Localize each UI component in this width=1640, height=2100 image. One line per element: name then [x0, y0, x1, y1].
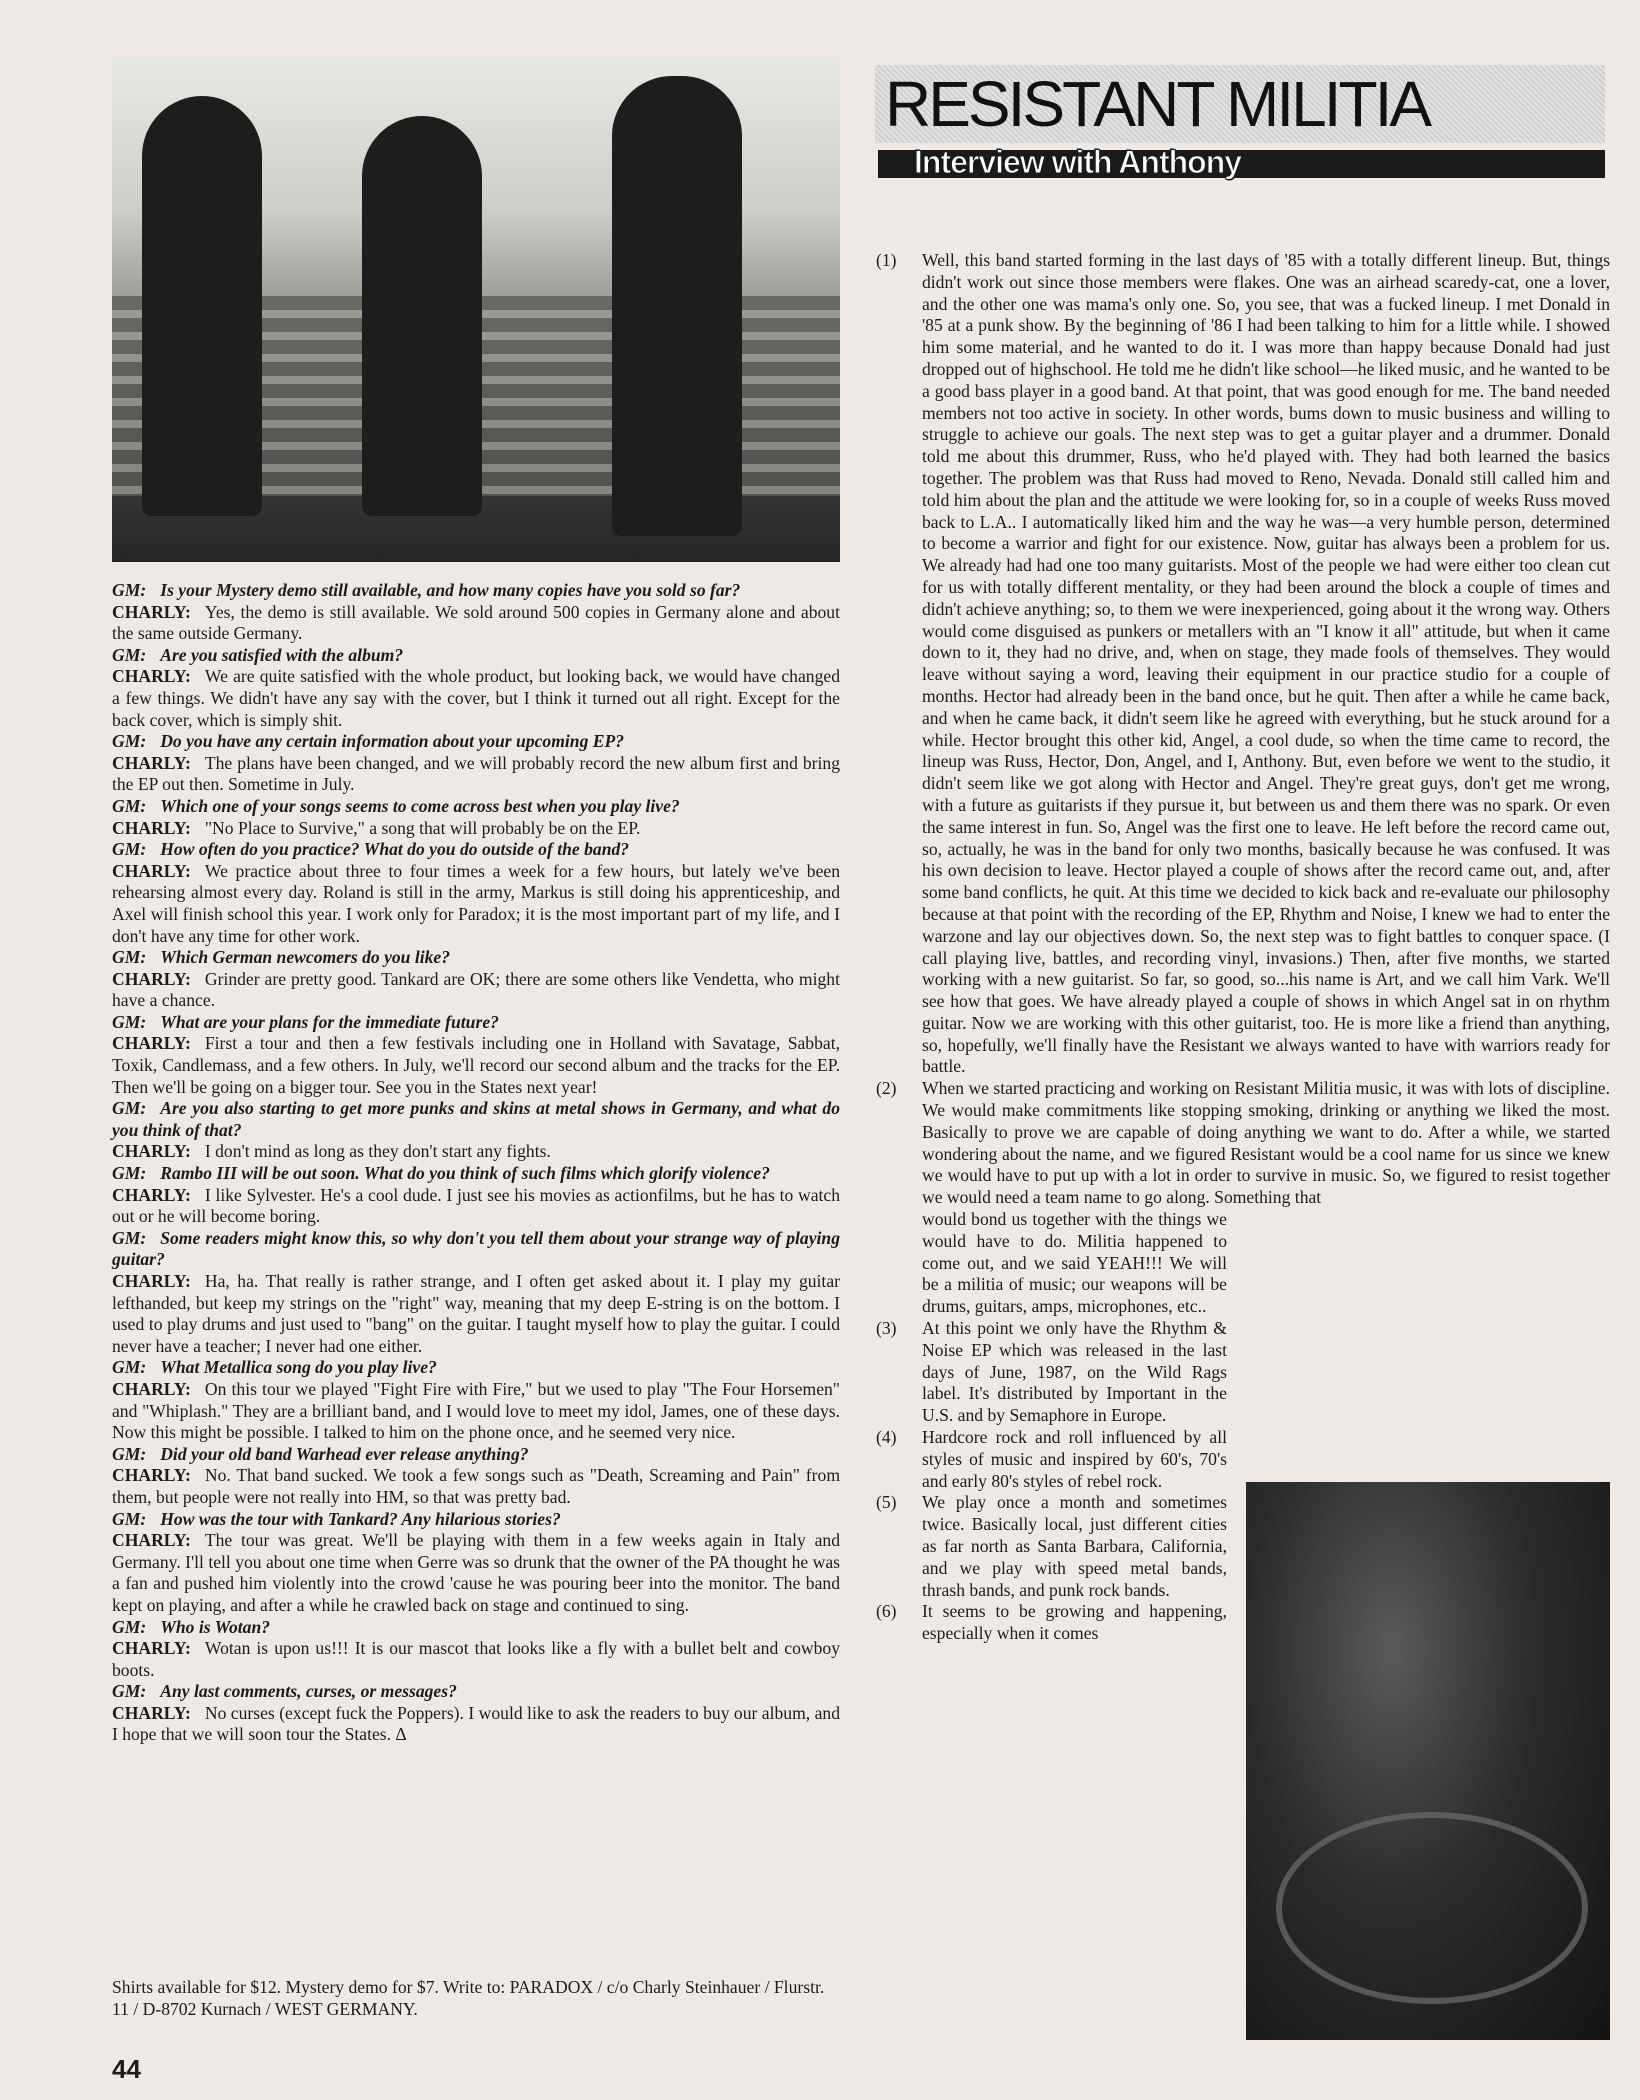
speaker: CHARLY: — [112, 666, 191, 687]
speaker: CHARLY: — [112, 1702, 191, 1723]
speaker: CHARLY: — [112, 1033, 191, 1054]
answer-number: (6) — [876, 1601, 897, 1622]
speaker: GM: — [112, 1616, 147, 1637]
answer-item — [876, 250, 1610, 1078]
answer-number: (1) — [876, 250, 897, 270]
speaker: GM: — [112, 1098, 147, 1119]
drum-kit-shape — [1276, 1812, 1588, 2004]
answer: The tour was great. We'll be playing with them in a few weeks again in Italy and Germany. I'll tell you about one time when Gerre was so drunk that the owner of the PA thought he was a fan and pushed him violently into the crowd 'cause he was pouring beer into the monitor. The band kept on playing, and after a while he crawled back on stage and continued to sing. — [112, 1530, 840, 1615]
speaker: GM: — [112, 1508, 147, 1529]
speaker: GM: — [112, 731, 147, 752]
speaker: GM: — [112, 947, 147, 968]
subtitle-bar — [878, 144, 1605, 180]
speaker: CHARLY: — [112, 817, 191, 838]
page-number: 44 — [112, 2054, 141, 2084]
speaker: GM: — [112, 839, 147, 860]
speaker: GM: — [112, 644, 147, 665]
answer: Yes, the demo is still available. We sold around 500 copies in Germany alone and about the same outside Germany. — [112, 601, 840, 644]
question: Are you satisfied with the album? — [160, 644, 404, 665]
answer: The plans have been changed, and we will probably record the new album first and bring the EP out then. Sometime in July. — [112, 752, 840, 795]
speaker: GM: — [112, 795, 147, 816]
drummer-photo — [1246, 1482, 1610, 2040]
speaker: CHARLY: — [112, 1271, 191, 1291]
question: Is your Mystery demo still available, and how many copies have you sold so far? — [160, 580, 741, 600]
speaker: GM: — [112, 1163, 147, 1184]
band-member-figure — [612, 76, 742, 536]
answer-number: (3) — [876, 1318, 897, 1339]
speaker: CHARLY: — [112, 1638, 191, 1659]
charly-interview-column — [112, 580, 840, 1789]
answer: I like Sylvester. He's a cool dude. I just see his movies as actionfilms, but he has to watch out or he will become boring. — [112, 1184, 840, 1227]
question: Which German newcomers do you like? — [160, 947, 451, 968]
speaker: GM: — [112, 1443, 147, 1464]
footer-note: Shirts available for $12. Mystery demo for $7. Write to: PARADOX / c/o Charly Steinhauer / Flurstr. 11 / D-8702 Kurnach / WEST GERMANY. — [112, 1977, 825, 2019]
speaker: CHARLY: — [112, 752, 191, 773]
band-photo — [112, 56, 840, 562]
speaker: GM: — [112, 1227, 147, 1248]
question: What Metallica song do you play live? — [160, 1357, 437, 1378]
speaker: GM: — [112, 580, 147, 600]
question: Did your old band Warhead ever release anything? — [160, 1443, 529, 1464]
answer-number: (5) — [876, 1492, 897, 1513]
question: What are your plans for the immediate future? — [160, 1011, 499, 1032]
answer-text: At this point we only have the Rhythm & Noise EP which was released in the last days of June, 1987, on the Wild Rags label. It's distributed by Important in the U.S. and by Semaphore in Europe. — [922, 1318, 1227, 1426]
answer: I don't mind as long as they don't start any fights. — [204, 1141, 551, 1162]
question: Any last comments, curses, or messages? — [160, 1681, 457, 1702]
question: Are you also starting to get more punks and skins at metal shows in Germany, and what do you think of that? — [112, 1098, 840, 1140]
question: Some readers might know this, so why don't you tell them about your strange way of playing guitar? — [112, 1227, 840, 1270]
speaker: CHARLY: — [112, 1378, 191, 1399]
answer: Ha, ha. That really is rather strange, and I often get asked about it. I play my guitar lefthanded, but keep my strings on the "right" way, meaning that my deep E-string is on the bottom. I used to play drums and just used to "bang" on the guitar. I taught myself how to play the guitar. I could never have a teacher; I never had one either. — [112, 1271, 840, 1356]
answer: No curses (except fuck the Poppers). I would like to ask the readers to buy our album, and I hope that we will soon tour the States. Δ — [112, 1702, 840, 1745]
article-title: RESISTANT MILITIA — [885, 68, 1430, 140]
answer-text: Hardcore rock and roll influenced by all styles of music and inspired by 60's, 70's and early 80's styles of rebel rock. — [922, 1427, 1227, 1491]
anthony-interview-column — [876, 250, 1610, 1645]
answer-text: When we started practicing and working on Resistant Militia music, it was with lots of discipline. We would make commitments like stopping smoking, drinking or anything we liked the most. Basically to prove we are capable of doing anything we want to do. After a while, we started wondering about the name, and we figured Resistant would be a cool name for us since we knew we would have to put up with a lot in order to survive in music. So, we figured to resist together we would need a team name to go along. Something that — [922, 1078, 1610, 1208]
answer-text-continued: would bond us together with the things we would have to do. Militia happened to come out, and we said YEAH!!! We will be a militia of music; our weapons will be drums, guitars, amps, microphones, etc.. — [922, 1209, 1227, 1317]
answer-text: It seems to be growing and happening, especially when it comes — [922, 1601, 1227, 1644]
answer-number: (2) — [876, 1078, 897, 1099]
question: Rambo III will be out soon. What do you think of such films which glorify violence? — [160, 1163, 770, 1184]
question: Which one of your songs seems to come across best when you play live? — [160, 795, 680, 816]
band-member-figure — [142, 96, 262, 516]
answer: We practice about three to four times a week for a few hours, but lately we've been rehearsing almost every day. Roland is still in the army, Markus is still doing his apprenticeship, and Axel will finish school this year. I work only for Paradox; it is the most important part of my life, and I don't have any time for other work. — [112, 860, 840, 946]
answer: "No Place to Survive," a song that will probably be on the EP. — [204, 817, 641, 838]
answer: No. That band sucked. We took a few songs such as "Death, Screaming and Pain" from them, but people were not really into HM, so that was pretty bad. — [112, 1465, 840, 1507]
answer-text: Well, this band started forming in the last days of '85 with a totally different lineup. But, things didn't work out since those members were flakes. One was an airhead scaredy-cat, one a lover, and the other one was mama's only one. So, you see, that was a fucked lineup. I met Donald in '85 at a punk show. By the beginning of '86 I had been talking to him for a little while. I showed him some material, and he wanted to do it. I was more than happy because Donald had just dropped out of highschool. He told me he didn't like school—he liked music, and he wanted to be a good bass player in a good band. At that point, that was good enough for me. The band needed members not too active in society. In other words, bums down to music business and willing to struggle to achieve our goals. The next step was to get a guitar player and a drummer. Donald told me about this drummer, Russ, who he'd played with. They had both learned the basics together. The problem was that Russ had moved to Reno, Nevada. Donald still called him and told him about the plan and the attitude we were looking for, so in a couple of weeks Russ moved back to L.A.. I automatically liked him and the way he was—a very humble person, determined to become a warrior and fight for our existence. Now, guitar has always been a problem for us. We already had had one too many guitarists. Most of the people we had were either too clean cut for us with totally different mentality, or they had been around the block a couple of times and didn't achieve anything; so, to them we were inexperienced, going about it the wrong way. Others would come disguised as punkers or metallers with an "I know it all" attitude, but when it came down to it, they had no drive, and, when on stage, they made fools of themselves. They would leave without saying a word, leaving their equipment in our practice studio for a couple of months. Hector had already been in the band once, but he quit. Then after a while he came back, and when he came back, it didn't seem like he agreed with everything, but he stuck around for a while. Hector brought this other kid, Angel, a cool dude, so when the time came to record, the lineup was Russ, Hector, Don, Angel, and I, Anthony. But, even before we went to the studio, it didn't seem like we got along with Hector and Angel. They're great guys, don't get me wrong, with a future as guitarists if they pursue it, but between us and them there was no spark. Or even the same interest in fun. So, Angel was the first one to leave. He left before the record came out, so, actually, he was in the band for only two months, basically because he was confused. It was his own decision to leave. Hector played a couple of shows after the record came out, and, after some band conflicts, he quit. At this time we decided to kick back and re-evaluate our philosophy because at that point with the recording of the EP, Rhythm and Noise, I knew we had to enter the warzone and lay our objectives down. So, the next step was to fight battles to conquer space. (I call playing live, battles, and recording vinyl, invasions.) Then, after five months, we started working with a new guitarist. So far, so good, so...his name is Art, and we call him Vark. We'll see how that goes. We have already played a couple of shows in which Angel sat in on rhythm guitar. Now we are working with this other guitarist, too. He is more like a friend than anything, so, hopefully, we'll finally have the Resistant we always wanted to have with warriors ready for battle. — [922, 250, 1610, 1077]
answer-item — [876, 1318, 1610, 1427]
answer: We are quite satisfied with the whole product, but looking back, we would have changed a few things. We didn't have any say with the cover, but I think it turned out all right. Except for the back cover, which is simply shit. — [112, 666, 840, 730]
speaker: GM: — [112, 1357, 147, 1378]
speaker: CHARLY: — [112, 968, 191, 989]
article-subtitle: Interview with Anthony — [914, 144, 1242, 180]
answer-number: (4) — [876, 1427, 897, 1448]
answer: First a tour and then a few festivals including one in Holland with Savatage, Sabbat, Toxik, Candlemass, and a few others. In July, we'll record our second album and the tracks for the EP. Then we'll be going on a bigger tour. See you in the States next year! — [112, 1033, 840, 1097]
speaker: GM: — [112, 1011, 147, 1032]
answer: On this tour we played "Fight Fire with Fire," but we used to play "The Four Horsemen" and "Whiplash." They are a brilliant band, and I would love to meet my idol, James, one of these days. Now this might be possible. I talked to him on the phone once, and he seemed very nice. — [112, 1378, 840, 1443]
question: Who is Wotan? — [160, 1616, 271, 1637]
answer-item — [876, 1078, 1610, 1209]
answer: Grinder are pretty good. Tankard are OK; there are some others like Vendetta, who might have a chance. — [112, 968, 840, 1011]
speaker: CHARLY: — [112, 1530, 191, 1551]
speaker: CHARLY: — [112, 1141, 191, 1162]
band-member-figure — [362, 116, 482, 516]
question: How was the tour with Tankard? Any hilarious stories? — [160, 1508, 561, 1529]
speaker: GM: — [112, 1681, 147, 1702]
speaker: CHARLY: — [112, 601, 191, 622]
title-banner — [875, 65, 1605, 143]
answer: Wotan is upon us!!! It is our mascot that looks like a fly with a bullet belt and cowboy boots. — [112, 1638, 840, 1680]
question: How often do you practice? What do you do outside of the band? — [160, 839, 630, 860]
answer-text: We play once a month and sometimes twice. Basically local, just different cities as far north as Santa Barbara, California, and we play with speed metal bands, thrash bands, and punk rock bands. — [922, 1492, 1227, 1600]
speaker: CHARLY: — [112, 1465, 191, 1486]
speaker: CHARLY: — [112, 1184, 191, 1205]
speaker: CHARLY: — [112, 860, 191, 881]
question: Do you have any certain information about your upcoming EP? — [160, 731, 625, 752]
